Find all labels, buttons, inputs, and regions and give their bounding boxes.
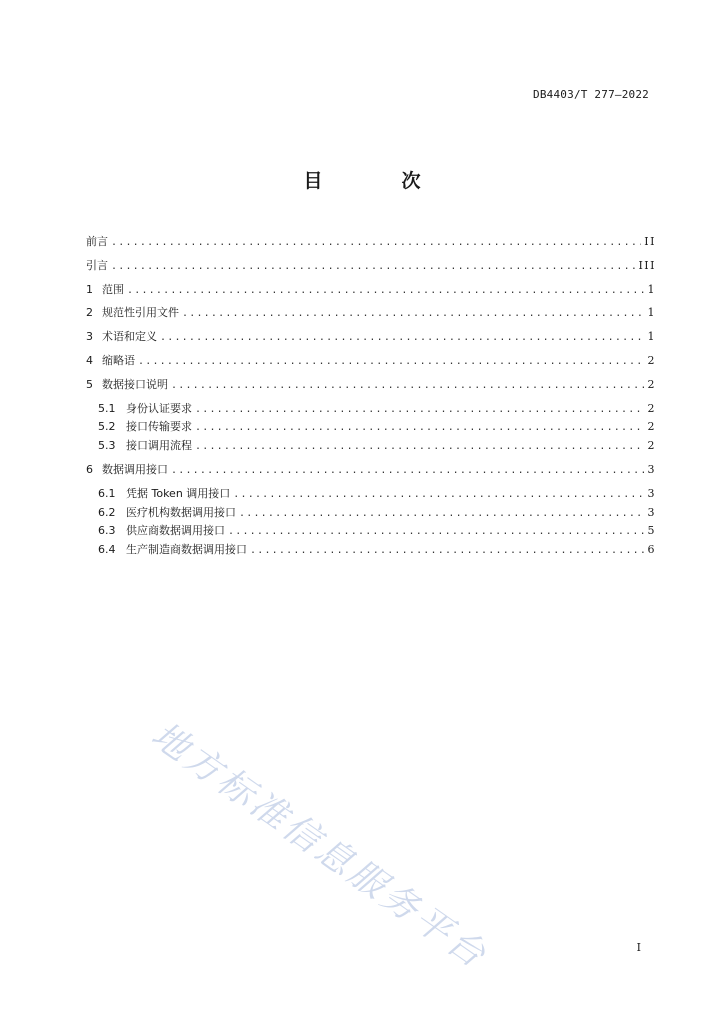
toc-entry-label: 供应商数据调用接口 bbox=[126, 524, 225, 538]
toc-entry-label: 数据调用接口 bbox=[102, 462, 168, 476]
toc-entry-label: 凭据 Token 调用接口 bbox=[126, 486, 231, 500]
toc-leader-dots bbox=[195, 422, 645, 433]
toc-entry-4[interactable] bbox=[86, 352, 656, 376]
toc-entry-6-1[interactable] bbox=[86, 485, 656, 504]
toc-entry-2[interactable] bbox=[86, 304, 656, 328]
toc-entry-label: 身份认证要求 bbox=[126, 401, 192, 415]
toc-entry-label: 术语和定义 bbox=[102, 330, 157, 344]
toc-leader-dots bbox=[171, 380, 645, 391]
toc-entry-label: 范围 bbox=[102, 282, 124, 296]
toc-entry-label: 医疗机构数据调用接口 bbox=[126, 505, 236, 519]
toc-entry-5[interactable] bbox=[86, 376, 656, 400]
toc-entry-introduction[interactable] bbox=[86, 257, 656, 281]
toc-entry-number: 5 bbox=[86, 377, 93, 391]
toc-leader-dots bbox=[171, 465, 645, 476]
toc-entry-6-3[interactable] bbox=[86, 522, 656, 541]
toc-page-number: 3 bbox=[647, 462, 656, 476]
toc-entry-label: 接口调用流程 bbox=[126, 439, 192, 453]
toc-entry-number: 6.4 bbox=[98, 543, 116, 557]
toc-leader-dots bbox=[195, 441, 645, 452]
toc-entry-number: 1 bbox=[86, 282, 93, 296]
page-number: I bbox=[636, 941, 641, 954]
toc-entry-6-4[interactable] bbox=[86, 541, 656, 560]
toc-page-number: 5 bbox=[647, 524, 656, 538]
toc-leader-dots bbox=[111, 237, 641, 248]
toc-entry-label: 缩略语 bbox=[102, 353, 135, 367]
toc-leader-dots bbox=[111, 261, 635, 272]
toc-page-number: 2 bbox=[647, 377, 656, 391]
toc-page-number: 2 bbox=[647, 420, 656, 434]
toc-entry-label: 数据接口说明 bbox=[102, 377, 168, 391]
toc-leader-dots bbox=[233, 489, 644, 500]
toc-entry-number: 6.1 bbox=[98, 486, 116, 500]
table-of-contents bbox=[86, 233, 656, 560]
toc-entry-number: 6 bbox=[86, 462, 93, 476]
toc-page-number: 3 bbox=[647, 505, 656, 519]
toc-leader-dots bbox=[182, 308, 645, 319]
toc-leader-dots bbox=[160, 332, 645, 343]
toc-entry-number: 3 bbox=[86, 330, 93, 344]
toc-page-number: 3 bbox=[647, 486, 656, 500]
toc-page-number: 1 bbox=[647, 330, 656, 344]
toc-entry-6-2[interactable] bbox=[86, 504, 656, 523]
toc-entry-5-2[interactable] bbox=[86, 418, 656, 437]
toc-page-number: 1 bbox=[647, 306, 656, 320]
toc-entry-number: 2 bbox=[86, 306, 93, 320]
toc-page-number: II bbox=[644, 235, 656, 248]
toc-page-number: III bbox=[638, 258, 656, 272]
toc-entry-label: 前言 bbox=[86, 235, 108, 248]
watermark: 地方标准信息服务平台 bbox=[143, 714, 496, 978]
page-title: 目 次 bbox=[303, 170, 451, 192]
toc-entry-label: 引言 bbox=[86, 258, 108, 272]
toc-leader-dots bbox=[138, 356, 645, 367]
toc-entry-number: 5.3 bbox=[98, 439, 116, 453]
toc-page-number: 2 bbox=[647, 401, 656, 415]
toc-entry-foreword[interactable] bbox=[86, 233, 656, 257]
toc-entry-label: 接口传输要求 bbox=[126, 420, 192, 434]
toc-leader-dots bbox=[195, 404, 645, 415]
toc-page-number: 6 bbox=[647, 543, 656, 557]
toc-leader-dots bbox=[250, 545, 645, 556]
toc-entry-label: 生产制造商数据调用接口 bbox=[126, 543, 247, 557]
toc-entry-number: 5.2 bbox=[98, 420, 116, 434]
toc-leader-dots bbox=[127, 285, 645, 296]
toc-leader-dots bbox=[228, 526, 645, 537]
toc-entry-5-3[interactable] bbox=[86, 437, 656, 456]
toc-page-number: 2 bbox=[647, 439, 656, 453]
toc-page-number: 2 bbox=[647, 353, 656, 367]
toc-entry-number: 6.2 bbox=[98, 505, 116, 519]
toc-entry-5-1[interactable] bbox=[86, 400, 656, 419]
document-code: DB4403/T 277—2022 bbox=[533, 88, 649, 101]
toc-leader-dots bbox=[239, 508, 645, 519]
toc-entry-number: 6.3 bbox=[98, 524, 116, 538]
toc-entry-3[interactable] bbox=[86, 328, 656, 352]
toc-entry-number: 4 bbox=[86, 353, 93, 367]
toc-entry-number: 5.1 bbox=[98, 401, 116, 415]
toc-entry-6[interactable] bbox=[86, 461, 656, 485]
toc-page-number: 1 bbox=[647, 282, 656, 296]
toc-entry-1[interactable] bbox=[86, 281, 656, 305]
toc-entry-label: 规范性引用文件 bbox=[102, 306, 179, 320]
